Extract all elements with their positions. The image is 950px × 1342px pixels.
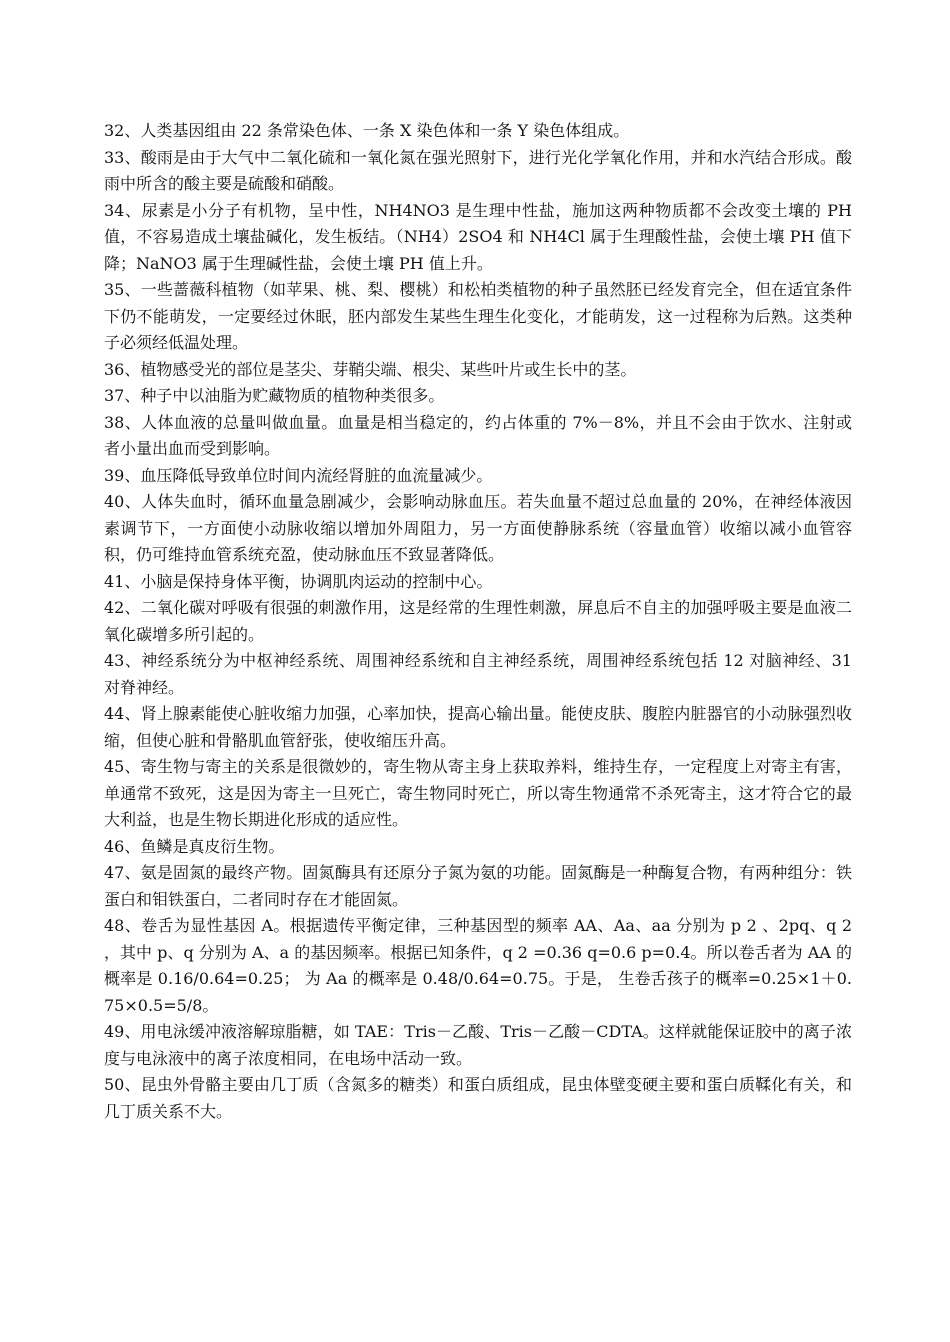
paragraph-42: 42、二氧化碳对呼吸有很强的刺激作用，这是经常的生理性刺激，屏息后不自主的加强呼吸主要是血液二氧化碳增多所引起的。 [104, 598, 852, 644]
paragraph-47: 47、氨是固氮的最终产物。固氮酶具有还原分子氮为氨的功能。固氮酶是一种酶复合物，有两种组分：铁蛋白和钼铁蛋白，二者同时存在才能固氮。 [104, 863, 852, 909]
paragraph-50: 50、昆虫外骨骼主要由几丁质（含氮多的糖类）和蛋白质组成，昆虫体壁变硬主要和蛋白质鞣化有关，和几丁质关系不大。 [104, 1075, 852, 1121]
paragraph-36: 36、植物感受光的部位是茎尖、芽鞘尖端、根尖、某些叶片或生长中的茎。 [104, 359, 637, 379]
paragraph-49: 49、用电泳缓冲液溶解琼脂糖，如 TAE：Tris－乙酸、Tris－乙酸－CDTA。这样就能保证胶中的离子浓度与电泳液中的离子浓度相同，在电场中活动一致。 [104, 1022, 852, 1068]
paragraph-34: 34、尿素是小分子有机物，呈中性，NH4NO3 是生理中性盐，施加这两种物质都不会改变土壤的 PH 值，不容易造成土壤盐碱化，发生板结。（NH4）2SO4 和 NH4Cl 属于生理酸性盐，会使土壤 PH 值下降；NaNO3 属于生理碱性盐，会使土壤 PH 值上升。 [104, 200, 858, 273]
paragraph-48: 48、卷舌为显性基因 A。根据遗传平衡定律，三种基因型的频率 AA、Aa、aa 分别为 p 2 、2pq、q 2 ，其中 p、q 分别为 A、a 的基因频率。根据已知条件，q 2 =0.36 q=0.6 p=0.4。所以卷舌者为 AA 的概率是 0.16/0.64=0.25； 为 Aa 的概率是 0.48/0.64=0.75。于是， 生卷舌孩子的概率=0.25×1＋0.75×0.5=5/8。 [104, 916, 858, 1015]
paragraph-37: 37、种子中以油脂为贮藏物质的植物种类很多。 [104, 386, 445, 405]
paragraph-44: 44、肾上腺素能使心脏收缩力加强，心率加快，提高心输出量。能使皮肤、腹腔内脏器官的小动脉强烈收缩，但使心脏和骨骼肌血管舒张，使收缩压升高。 [104, 704, 852, 750]
paragraph-43: 43、神经系统分为中枢神经系统、周围神经系统和自主神经系统，周围神经系统包括 12 对脑神经、31 对脊神经。 [104, 651, 858, 697]
paragraph-33: 33、酸雨是由于大气中二氧化硫和一氧化氮在强光照射下，进行光化学氧化作用，并和水汽结合形成。酸雨中所含的酸主要是硫酸和硝酸。 [104, 147, 852, 193]
paragraph-39: 39、血压降低导致单位时间内流经肾脏的血流量减少。 [104, 465, 493, 485]
paragraph-38: 38、人体血液的总量叫做血量。血量是相当稳定的，约占体重的 7%－8%，并且不会由于饮水、注射或者小量出血而受到影响。 [104, 412, 852, 458]
paragraph-46: 46、鱼鳞是真皮衍生物。 [104, 836, 285, 856]
paragraph-41: 41、小脑是保持身体平衡，协调肌肉运动的控制中心。 [104, 571, 493, 591]
paragraph-40: 40、人体失血时，循环血量急剧减少，会影响动脉血压。若失血量不超过总血量的 20%，在神经体液因素调节下，一方面使小动脉收缩以增加外周阻力，另一方面使静脉系统（容量血管）收缩以减小血管容积，仍可维持血管系统充盈，使动脉血压不致显著降低。 [104, 492, 852, 564]
paragraph-32: 32、人类基因组由 22 条常染色体、一条 X 染色体和一条 Y 染色体组成。 [104, 121, 630, 140]
document-page [104, 118, 858, 1125]
paragraph-45: 45、寄生物与寄主的关系是很微妙的，寄生物从寄主身上获取养料，维持生存，一定程度上对寄主有害，单通常不致死，这是因为寄主一旦死亡，寄生物同时死亡，所以寄生物通常不杀死寄主，这才符合它的最大利益，也是生物长期进化形成的适应性。 [104, 757, 852, 829]
paragraph-35: 35、一些蔷薇科植物（如苹果、桃、梨、樱桃）和松柏类植物的种子虽然胚已经发育完全，但在适宜条件下仍不能萌发，一定要经过休眠，胚内部发生某些生理生化变化，才能萌发，这一过程称为后熟。这类种子必须经低温处理。 [104, 280, 852, 352]
